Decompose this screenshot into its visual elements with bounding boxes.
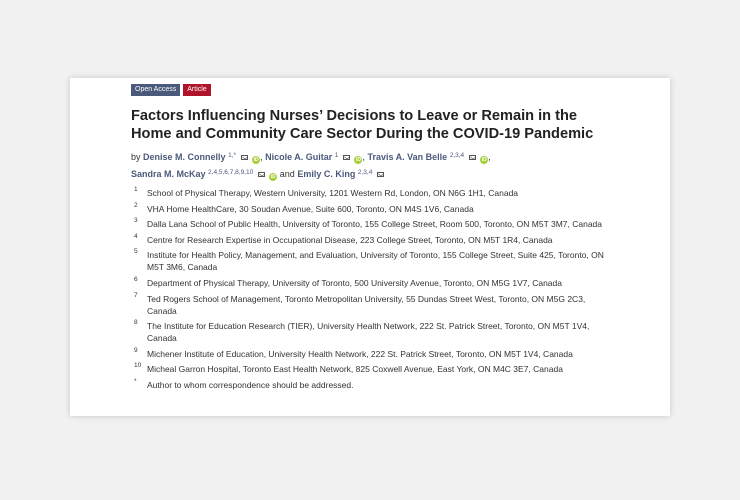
mail-icon[interactable] [343, 155, 350, 160]
affiliation-number: 6 [134, 275, 138, 283]
affiliation-number: 8 [134, 319, 138, 327]
affiliation-text: Dalla Lana School of Public Health, University of Toronto, 155 College Street, Room 500, Toronto, ON M5T 3M7, Canada [147, 219, 602, 230]
affiliation-item [131, 234, 611, 246]
article-type-badge[interactable]: Article [183, 84, 210, 96]
affiliation-item [131, 293, 611, 317]
affiliation-text: VHA Home HealthCare, 30 Soudan Avenue, Suite 600, Toronto, ON M4S 1V6, Canada [147, 203, 474, 214]
affiliation-text: Author to whom correspondence should be addressed. [147, 379, 354, 390]
orcid-icon[interactable]: iD [355, 157, 361, 163]
mail-icon[interactable] [377, 172, 384, 177]
badge-row [131, 84, 211, 96]
affiliation-number: 4 [134, 232, 138, 240]
affiliation-item [131, 363, 611, 375]
correspondence-note [131, 379, 611, 391]
open-access-badge[interactable]: Open Access [131, 84, 180, 96]
by-label: by [131, 152, 141, 162]
affiliation-item [131, 187, 611, 199]
orcid-icon[interactable]: iD [270, 174, 276, 180]
article-card [70, 78, 670, 416]
author-link-van-belle[interactable]: Travis A. Van Belle [367, 152, 448, 162]
and-label: and [279, 169, 295, 179]
mail-icon[interactable] [241, 155, 248, 160]
author-link-king[interactable]: Emily C. King [297, 169, 356, 179]
mail-icon[interactable] [258, 172, 265, 177]
affiliation-text: School of Physical Therapy, Western University, 1201 Western Rd, London, ON N6G 1H1, Canada [147, 188, 519, 198]
affiliation-item [131, 320, 611, 344]
affiliation-item [131, 218, 611, 230]
affiliation-item [131, 203, 611, 215]
author-affil-sup: 1 [334, 152, 339, 159]
affiliation-item [131, 348, 611, 360]
author-affil-sup: 2,3,4 [449, 152, 465, 159]
affiliation-number: 5 [134, 248, 138, 256]
author-affil-sup: 2,3,4 [357, 169, 373, 176]
article-title: Factors Influencing Nurses’ Decisions to Leave or Remain in the Home and Community Care Sector During the COVID-19 Pandemic [131, 108, 594, 142]
affiliation-number: * [134, 377, 137, 385]
affiliation-number: 2 [134, 201, 138, 209]
affiliation-text: Institute for Health Policy, Management, and Evaluation, University of Toronto, 155 College Street, Suite 425, Toronto, ON M5T 3M6, Canada [147, 250, 604, 273]
affiliation-number: 3 [134, 217, 138, 225]
affiliation-number: 10 [134, 362, 142, 370]
affiliation-number: 7 [134, 291, 138, 299]
affiliation-text: Michener Institute of Education, University Health Network, 222 St. Patrick Street, Toronto, ON M5T 1V4, Canada [147, 348, 573, 359]
affiliation-text: The Institute for Education Research (TIER), University Health Network, 222 St. Patrick Street, Toronto, ON M5T 1V4, Canada [147, 321, 590, 344]
affiliation-text: Centre for Research Expertise in Occupational Disease, 223 College Street, Toronto, ON M5T 1R4, Canada [147, 234, 553, 245]
affiliation-text: Micheal Garron Hospital, Toronto East Health Network, 825 Coxwell Avenue, East York, ON M4C 3E7, Canada [147, 364, 563, 375]
affiliation-number: 9 [134, 346, 138, 354]
affiliation-number: 1 [134, 186, 138, 193]
author-affil-sup: 2,4,5,6,7,8,9,10 [208, 169, 254, 176]
author-affil-sup: 1,* [228, 152, 237, 159]
author-list: by Denise M. Connelly $^{1,*}$ iD , Nicole A. Guitar $^1$ iD , Travis A. Van Belle $^{2,3,4}$ iD , Sandra M. McKay $^{2,4,5,6,7,8,9,10}$ iD and Emily C. King $^{2,3,4}$ [131, 152, 491, 180]
author-link-guitar[interactable]: Nicole A. Guitar [265, 152, 333, 162]
affiliation-item [131, 277, 611, 289]
affiliation-text: Ted Rogers School of Management, Toronto Metropolitan University, 55 Dundas Street West, Toronto, ON M5G 2C3, Canada [147, 293, 586, 316]
affiliation-item [131, 249, 611, 273]
affiliation-text: Department of Physical Therapy, University of Toronto, 500 University Avenue, Toronto, ON M5G 1V7, Canada [147, 277, 562, 288]
mail-icon[interactable] [469, 155, 476, 160]
orcid-icon[interactable]: iD [481, 157, 487, 163]
author-link-mckay[interactable]: Sandra M. McKay [131, 169, 206, 179]
affiliation-list [131, 187, 611, 395]
orcid-icon[interactable]: iD [253, 157, 259, 163]
author-link-connelly[interactable]: Denise M. Connelly [143, 152, 226, 162]
